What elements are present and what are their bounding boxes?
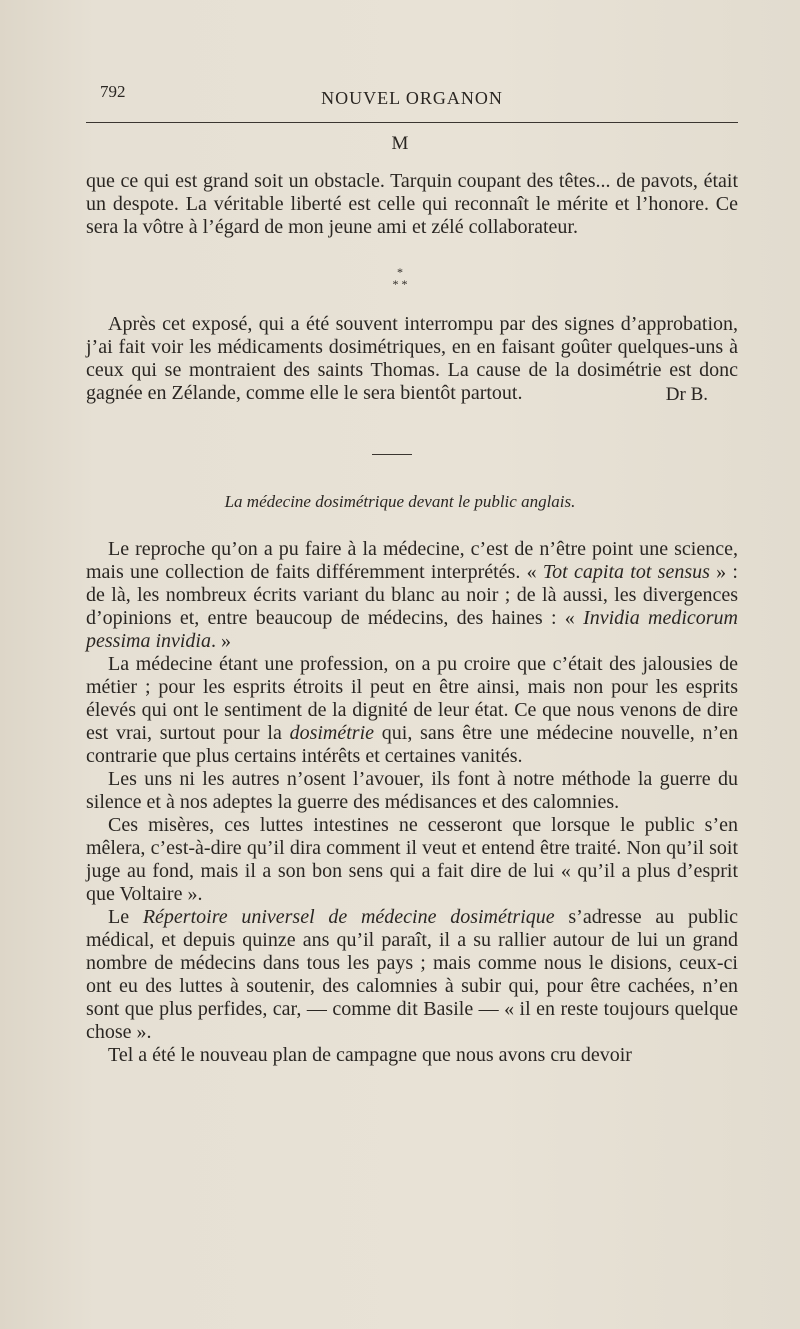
paragraph-profession <box>86 653 738 768</box>
closing-block <box>86 313 738 406</box>
paragraph-report: Après cet exposé, qui a été souvent interrompu par des signes d’approbation, j’ai fait voir les médicaments dosimétriques, en en faisant goûter quelques-uns à ceux qui se montraient des saints Thomas. La cause de la dosimétrie est donc gagnée en Zélande, comme elle le sera bientôt partout. <box>86 313 738 404</box>
page-header <box>86 82 738 123</box>
article-body <box>86 538 738 1067</box>
text-run: Le reproche qu’on a pu faire à la médecine, c’est de n’être point une science, mais une collection de faits différemment interprétés. « <box>86 538 738 583</box>
paragraph-repertoire <box>86 906 738 1044</box>
emphasis: dosimétrie <box>289 722 375 744</box>
text-run: La médecine étant une profession, on a pu croire que c’était des jalousies de métier ; pour les esprits étroits il peut en être ainsi, mais non pour les esprits élevés qui ont le sentiment de la dignité de leur état. Ce que nous venons de dire est vrai, surtout pour la <box>86 653 738 744</box>
section-divider <box>372 454 412 455</box>
latin-quote: Invidia medicorum pessima invidia <box>86 607 738 652</box>
text-run: » : de là, les nombreux écrits variant du blanc au noir ; de là aussi, les divergences d’opinions et, entre beaucoup de médecins, des haines : « <box>86 561 738 629</box>
signature-mark: M <box>391 133 409 154</box>
intro-block <box>86 170 738 239</box>
latin-quote: Tot capita tot sensus <box>542 561 710 583</box>
text-run: qui, sans être une médecine nouvelle, n’en contrarie que plus certains intérêts et certaines vanités. <box>86 722 738 767</box>
paragraph-campaign: Tel a été le nouveau plan de campagne que nous avons cru devoir <box>108 1044 632 1066</box>
text-run: Le <box>108 906 143 928</box>
paragraph-silence: Les uns ni les autres n’osent l’avouer, ils font à notre méthode la guerre du silence et à nos adeptes la guerre des médisances et des calomnies. <box>86 768 738 813</box>
paragraph-reproach <box>86 538 738 653</box>
text-run: . » <box>211 630 231 652</box>
author-signoff: Dr B. <box>665 384 708 405</box>
section-title: La médecine dosimétrique devant le public anglais. <box>224 492 576 511</box>
asterism-top: * <box>397 265 403 279</box>
asterism <box>0 266 800 290</box>
asterism-bottom: * * <box>392 277 408 291</box>
intro-paragraph: que ce qui est grand soit un obstacle. Tarquin coupant des têtes... de pavots, était un despote. La véritable liberté est celle qui reconnaît le mérite et l’honore. Ce sera la vôtre à l’égard de mon jeune ami et zélé collaborateur. <box>86 170 738 238</box>
page-number: 792 <box>100 82 126 101</box>
running-title: NOUVEL ORGANON <box>321 88 503 108</box>
text-run: s’adresse au public médical, et depuis quinze ans qu’il paraît, il a su rallier autour de lui un grand nombre de médecins dans tous les pays ; mais comme nous le disions, ceux-ci ont eu des luttes à soutenir, des calomnies à subir qui, pour être cachées, n’en sont que plus perfides, car, — comme dit Basile — « il en reste toujours quelque chose ». <box>86 906 739 1043</box>
paragraph-public: Ces misères, ces luttes intestines ne cesseront que lorsque le public s’en mêlera, c’est-à-dire qu’il dira comment il veut et entend être traité. Non qu’il soit juge au fond, mais il a son bon sens qui a fait dire de lui « qu’il a plus d’esprit que Voltaire ». <box>86 814 738 905</box>
journal-title: Répertoire universel de médecine dosimétrique <box>142 906 555 928</box>
